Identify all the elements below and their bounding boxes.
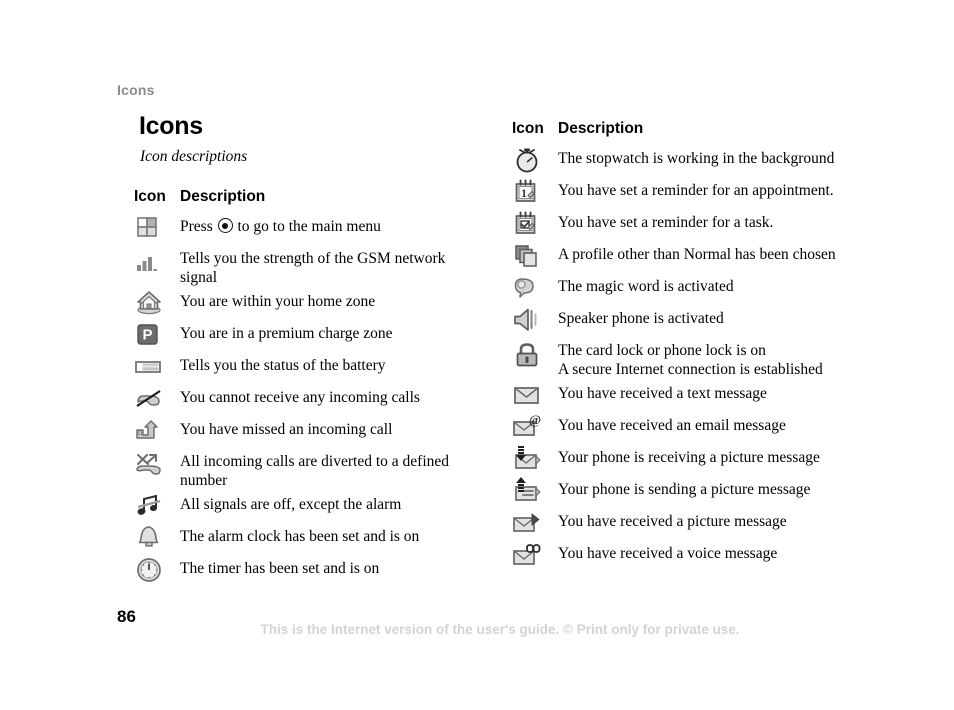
icon-cell — [512, 507, 558, 539]
row-description: The alarm clock has been set and is on — [180, 528, 420, 545]
profiles-icon — [512, 241, 542, 271]
table-row — [134, 319, 484, 351]
left-table-header — [134, 188, 484, 206]
table-row — [134, 383, 484, 415]
icon-cell — [512, 411, 558, 443]
row-description: You have received a text message — [558, 385, 767, 402]
table-row — [134, 522, 484, 554]
icon-cell — [134, 554, 180, 586]
row-description: Your phone is sending a picture message — [558, 481, 811, 498]
table-row — [512, 379, 912, 411]
page-subtitle: Icon descriptions — [140, 148, 248, 165]
row-description: You are within your home zone — [180, 293, 376, 310]
envelope-email-icon — [512, 412, 542, 442]
row-description: All incoming calls are diverted to a defined number — [180, 453, 450, 489]
navigation-key-icon — [218, 218, 233, 233]
missed-call-icon — [134, 416, 164, 446]
icon-cell — [134, 351, 180, 383]
row-description: You cannot receive any incoming calls — [180, 389, 420, 406]
icon-cell — [512, 443, 558, 475]
table-row — [512, 411, 912, 443]
table-row — [134, 244, 484, 287]
icon-cell — [512, 272, 558, 304]
icon-cell — [134, 244, 180, 282]
table-row — [134, 287, 484, 319]
page-number: 86 — [117, 607, 136, 626]
right-header-description: Description — [558, 120, 644, 137]
icon-cell — [512, 208, 558, 240]
alarm-bell-icon — [134, 523, 164, 553]
lock-line-2: A secure Internet connection is established — [558, 361, 823, 378]
icon-cell — [134, 383, 180, 415]
footer-note: This is the Internet version of the user's guide. © Print only for private use. — [260, 622, 740, 637]
row-description: The timer has been set and is on — [180, 560, 380, 577]
icon-cell — [134, 522, 180, 554]
icon-cell — [512, 240, 558, 272]
svg-text:@: @ — [528, 412, 542, 427]
row-description: You have received an email message — [558, 417, 786, 434]
premium-zone-p-icon — [134, 320, 164, 350]
left-icon-table — [134, 188, 484, 586]
table-row — [134, 490, 484, 522]
table-row — [134, 447, 484, 490]
running-head: Icons — [117, 82, 155, 98]
no-incoming-calls-icon — [134, 384, 164, 414]
battery-icon — [134, 352, 164, 382]
table-row — [134, 415, 484, 447]
row-description: All signals are off, except the alarm — [180, 496, 402, 513]
timer-icon — [134, 555, 164, 585]
picture-sending-icon — [512, 476, 542, 506]
table-row — [512, 240, 912, 272]
table-row — [512, 336, 912, 379]
right-table-header — [512, 120, 912, 138]
row-description: You are in a premium charge zone — [180, 325, 393, 342]
row-description: A profile other than Normal has been chosen — [558, 246, 836, 263]
press-label: Press — [180, 218, 217, 235]
table-row — [512, 539, 912, 571]
row-description: You have received a voice message — [558, 545, 778, 562]
svg-text:1: 1 — [521, 186, 527, 200]
envelope-text-icon — [512, 380, 542, 410]
speaker-phone-icon — [512, 305, 542, 335]
icon-cell — [134, 447, 180, 485]
icon-cell — [134, 319, 180, 351]
right-icon-table — [512, 120, 912, 571]
table-row — [134, 351, 484, 383]
right-header-icon: Icon — [512, 120, 544, 137]
lock-icon — [512, 340, 542, 370]
row-description — [180, 212, 484, 236]
picture-receiving-icon — [512, 444, 542, 474]
table-row — [134, 554, 484, 586]
page-title: Icons — [139, 112, 203, 140]
icon-cell — [512, 144, 558, 176]
icon-cell — [512, 475, 558, 507]
icon-cell — [134, 212, 180, 244]
table-row — [512, 208, 912, 240]
call-divert-icon — [134, 451, 164, 481]
row-description — [558, 336, 912, 379]
menu-grid-icon — [134, 213, 164, 243]
table-row — [134, 212, 484, 244]
row-description: The stopwatch is working in the background — [558, 150, 835, 167]
magic-word-icon — [512, 273, 542, 303]
left-header-icon: Icon — [134, 188, 166, 205]
table-row — [512, 272, 912, 304]
row-description: Your phone is receiving a picture message — [558, 449, 820, 466]
lock-line-1: The card lock or phone lock is on — [558, 342, 766, 359]
home-zone-icon — [134, 288, 164, 318]
table-row — [512, 144, 912, 176]
press-label-after: to go to the main menu — [233, 218, 381, 235]
table-row — [512, 176, 912, 208]
table-row — [512, 475, 912, 507]
stopwatch-icon — [512, 145, 542, 175]
voice-message-icon — [512, 540, 542, 570]
table-row — [512, 304, 912, 336]
row-description: The magic word is activated — [558, 278, 734, 295]
row-description: You have set a reminder for an appointment. — [558, 182, 834, 199]
icon-cell — [134, 490, 180, 522]
icon-cell — [512, 304, 558, 336]
row-description: You have set a reminder for a task. — [558, 214, 774, 231]
row-description: Speaker phone is activated — [558, 310, 724, 327]
row-description: Tells you the strength of the GSM network signal — [180, 250, 446, 286]
icon-cell — [512, 539, 558, 571]
icon-cell — [512, 176, 558, 208]
icon-cell — [512, 379, 558, 411]
silent-except-alarm-icon — [134, 491, 164, 521]
calendar-task-icon — [512, 209, 542, 239]
icon-cell — [134, 287, 180, 319]
calendar-appointment-icon — [512, 177, 542, 207]
picture-received-icon — [512, 508, 542, 538]
row-description: Tells you the status of the battery — [180, 357, 386, 374]
signal-strength-icon — [134, 248, 164, 278]
icon-cell — [134, 415, 180, 447]
table-row — [512, 507, 912, 539]
row-description: You have missed an incoming call — [180, 421, 393, 438]
row-description: You have received a picture message — [558, 513, 787, 530]
svg-text:P: P — [142, 326, 153, 344]
icon-cell — [512, 336, 558, 374]
table-row — [512, 443, 912, 475]
left-header-description: Description — [180, 188, 266, 205]
